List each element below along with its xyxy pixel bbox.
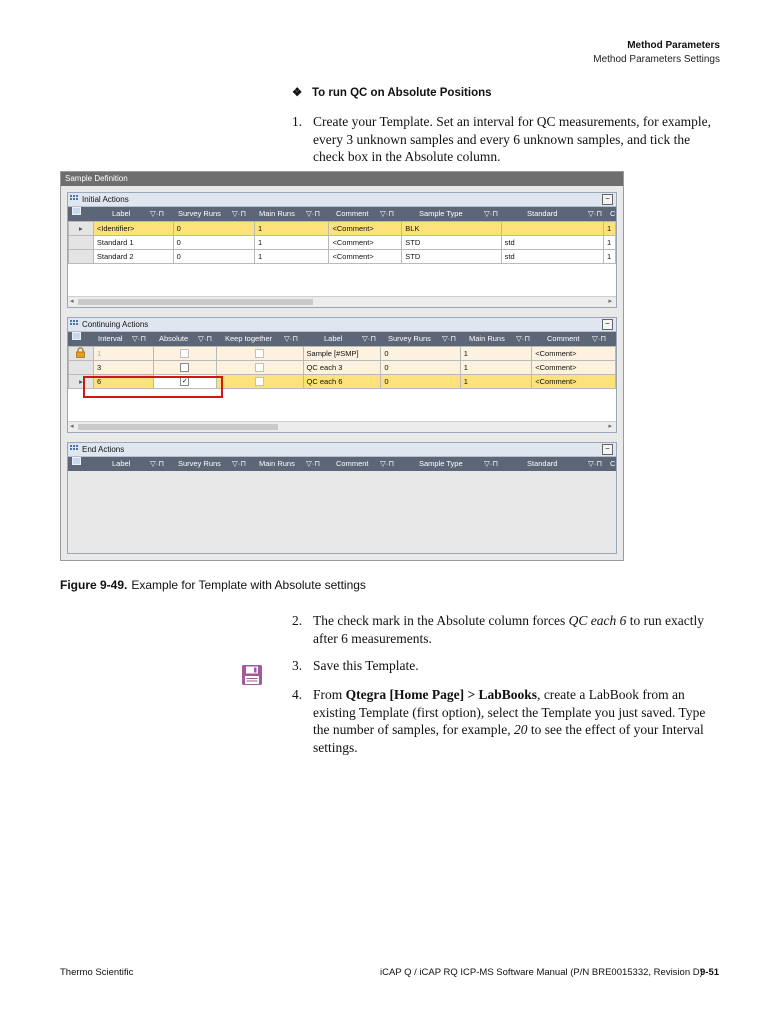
window-title: Sample Definition xyxy=(61,172,623,186)
continuing-actions-panel xyxy=(67,317,617,433)
step-number: 2. xyxy=(292,613,303,628)
scroll-left-icon[interactable]: ◂ xyxy=(70,298,74,305)
col-survey-runs[interactable]: Survey Runs xyxy=(178,209,221,218)
panel-title xyxy=(68,443,616,457)
filter-icon[interactable]: ▽·⊓ xyxy=(150,459,165,468)
row-pointer-icon[interactable]: ▸ xyxy=(69,222,94,236)
filter-icon[interactable]: ▽·⊓ xyxy=(306,459,321,468)
col-label[interactable]: Label xyxy=(112,459,131,468)
row-pointer-icon[interactable]: ▸ xyxy=(69,375,94,389)
col-sample-type[interactable]: Sample Type xyxy=(419,209,463,218)
filter-icon[interactable]: ▽·⊓ xyxy=(150,209,165,218)
filter-icon[interactable]: ▽·⊓ xyxy=(132,334,147,343)
column-header-row: Label ▽·⊓ Survey Runs ▽·⊓ Main Runs ▽·⊓ Comment ▽·⊓ Sample Type ▽·⊓ Standard ▽·⊓ C xyxy=(68,207,616,221)
filter-icon[interactable]: ▽·⊓ xyxy=(284,334,299,343)
horizontal-scrollbar[interactable] xyxy=(68,296,616,307)
figure-caption-text: Example for Template with Absolute settings xyxy=(131,578,366,592)
col-sample-type[interactable]: Sample Type xyxy=(419,459,463,468)
grid-icon xyxy=(70,320,79,328)
scroll-right-icon[interactable]: ▸ xyxy=(608,423,612,430)
grid-icon xyxy=(70,195,79,203)
col-interval[interactable]: Interval xyxy=(98,334,123,343)
column-header-row: Label ▽·⊓ Survey Runs ▽·⊓ Main Runs ▽·⊓ Comment ▽·⊓ Sample Type ▽·⊓ Standard ▽·⊓ C xyxy=(68,457,616,471)
filter-icon[interactable]: ▽·⊓ xyxy=(380,209,395,218)
collapse-button[interactable]: − xyxy=(602,194,613,205)
scroll-left-icon[interactable]: ◂ xyxy=(70,423,74,430)
panel-title xyxy=(68,318,616,332)
col-survey-runs[interactable]: Survey Runs xyxy=(178,459,221,468)
col-keep-together[interactable]: Keep together xyxy=(225,334,273,343)
step-number: 4. xyxy=(292,687,303,702)
step-number: 3. xyxy=(292,658,303,673)
procedure-title xyxy=(292,85,492,99)
initial-actions-table xyxy=(68,221,616,264)
scrollbar-thumb[interactable] xyxy=(78,299,313,305)
filter-icon[interactable]: ▽·⊓ xyxy=(592,334,607,343)
col-main-runs[interactable]: Main Runs xyxy=(259,209,295,218)
highlight-box xyxy=(83,376,223,398)
col-comment[interactable]: Comment xyxy=(547,334,580,343)
scroll-right-icon[interactable]: ▸ xyxy=(608,298,612,305)
filter-icon[interactable]: ▽·⊓ xyxy=(516,334,531,343)
col-standard[interactable]: Standard xyxy=(527,209,558,218)
filter-icon[interactable]: ▽·⊓ xyxy=(380,459,395,468)
initial-actions-panel xyxy=(67,192,617,308)
panel-title-text: Initial Actions xyxy=(82,195,129,204)
step-3 xyxy=(292,657,722,675)
row-selector-icon[interactable] xyxy=(72,207,81,215)
table-row[interactable]: ▸ 6 ✓ QC each 6 0 1 <Comment> xyxy=(69,375,616,389)
footer-publisher: Thermo Scientific xyxy=(60,967,134,978)
keep-together-checkbox[interactable] xyxy=(255,363,264,372)
col-survey-runs[interactable]: Survey Runs xyxy=(388,334,431,343)
collapse-button[interactable]: − xyxy=(602,444,613,455)
step-1 xyxy=(292,113,722,166)
table-row[interactable]: ▸ <Identifier> 0 1 <Comment> BLK 1 xyxy=(69,222,616,236)
col-comment[interactable]: Comment xyxy=(336,209,369,218)
col-main-runs[interactable]: Main Runs xyxy=(259,459,295,468)
absolute-checkbox-checked[interactable]: ✓ xyxy=(181,378,188,386)
diamond-bullet-icon: ❖ xyxy=(292,87,303,99)
footer-manual-title: iCAP Q / iCAP RQ ICP-MS Software Manual (P/N BRE0015332, Revision D) xyxy=(380,967,703,978)
row-selector-icon[interactable] xyxy=(72,332,81,340)
filter-icon[interactable]: ▽·⊓ xyxy=(484,209,499,218)
filter-icon[interactable]: ▽·⊓ xyxy=(362,334,377,343)
column-header-row xyxy=(68,332,616,346)
step-text: From Qtegra [Home Page] > LabBooks, create a LabBook from an existing Template (first option), select the Template you just saved. Type the number of samples, for example, 20 to see the effect of your Interval settings. xyxy=(313,687,706,755)
panel-title-text: End Actions xyxy=(82,445,125,454)
empty-grid-area xyxy=(68,471,616,554)
figure-number: Figure 9-49. xyxy=(60,578,128,592)
filter-icon[interactable]: ▽·⊓ xyxy=(198,334,213,343)
col-label[interactable]: Label xyxy=(324,334,343,343)
col-absolute[interactable]: Absolute xyxy=(159,334,189,343)
procedure-title-text: To run QC on Absolute Positions xyxy=(312,87,492,99)
row-selector-icon[interactable] xyxy=(72,457,81,465)
step-4 xyxy=(292,686,722,756)
col-standard[interactable]: Standard xyxy=(527,459,558,468)
keep-together-checkbox[interactable] xyxy=(255,349,264,358)
filter-icon[interactable]: ▽·⊓ xyxy=(232,209,247,218)
figure-caption xyxy=(60,578,366,592)
col-label[interactable]: Label xyxy=(112,209,131,218)
table-row[interactable]: Standard 1 0 1 <Comment> STD std 1 xyxy=(69,236,616,250)
sample-definition-screenshot xyxy=(60,171,624,561)
step-text: Save this Template. xyxy=(313,658,419,673)
step-number: 1. xyxy=(292,114,303,129)
page-number: 9-51 xyxy=(700,967,720,978)
step-text: Create your Template. Set an interval for QC measurements, for example, every 3 unknown samples and every 6 unknown samples, and tick the check box in the Absolute column. xyxy=(313,114,712,164)
filter-icon[interactable]: ▽·⊓ xyxy=(484,459,499,468)
panel-title xyxy=(68,193,616,207)
filter-icon[interactable]: ▽·⊓ xyxy=(442,334,457,343)
step-2 xyxy=(292,612,722,647)
floppy-disk-icon xyxy=(241,664,263,686)
collapse-button[interactable]: − xyxy=(602,319,613,330)
end-actions-panel xyxy=(67,442,617,554)
running-header-subsection: Method Parameters Settings xyxy=(593,54,720,65)
absolute-checkbox[interactable] xyxy=(180,363,189,372)
table-row[interactable]: 1 Sample [#SMP] 0 1 <Comment> xyxy=(69,347,616,361)
table-row[interactable]: Standard 2 0 1 <Comment> STD std 1 xyxy=(69,250,616,264)
step-text: The check mark in the Absolute column forces QC each 6 to run exactly after 6 measurements. xyxy=(313,613,705,646)
running-header-section: Method Parameters xyxy=(627,40,720,51)
absolute-checkbox[interactable] xyxy=(180,349,189,358)
horizontal-scrollbar[interactable] xyxy=(68,421,616,432)
col-comment[interactable]: Comment xyxy=(336,459,369,468)
lock-icon xyxy=(69,347,94,361)
table-row[interactable]: 3 QC each 3 0 1 <Comment> xyxy=(69,361,616,375)
panel-title-text: Continuing Actions xyxy=(82,320,149,329)
filter-icon[interactable]: ▽·⊓ xyxy=(588,459,603,468)
keep-together-checkbox[interactable] xyxy=(255,377,264,386)
grid-icon xyxy=(70,445,79,453)
filter-icon[interactable]: ▽·⊓ xyxy=(306,209,321,218)
scrollbar-thumb[interactable] xyxy=(78,424,278,430)
filter-icon[interactable]: ▽·⊓ xyxy=(232,459,247,468)
filter-icon[interactable]: ▽·⊓ xyxy=(588,209,603,218)
col-main-runs[interactable]: Main Runs xyxy=(469,334,505,343)
